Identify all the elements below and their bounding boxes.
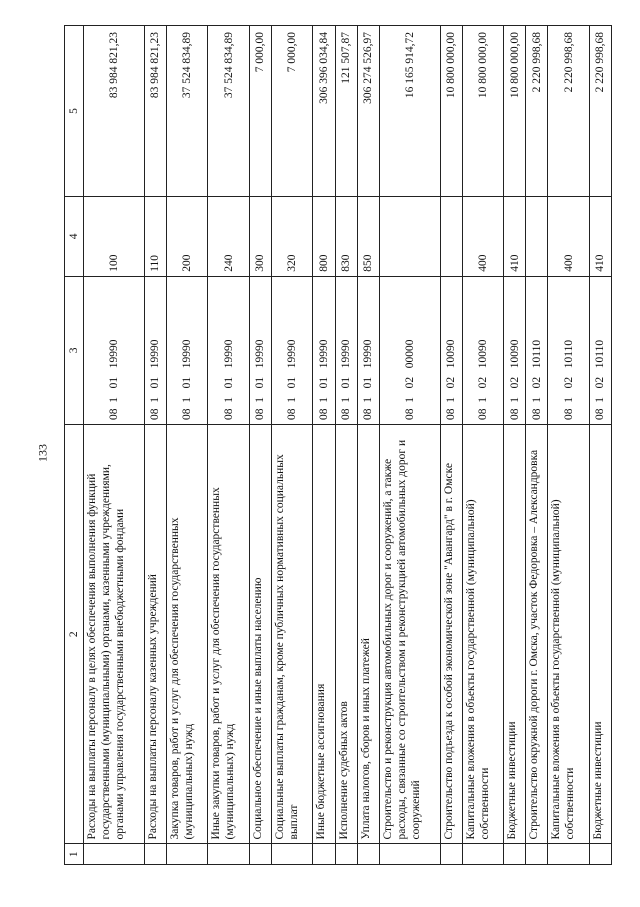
row-subcode-cell [379, 197, 440, 277]
row-number-cell [208, 844, 249, 865]
row-amount-cell: 37 524 834,89 [208, 26, 249, 197]
row-name-cell: Строительство подъезда к особой экономической зоне "Авангард" в г. Омске [440, 424, 462, 844]
table-row [313, 26, 335, 865]
table-row [379, 26, 440, 865]
row-subcode-cell: 850 [357, 197, 379, 277]
row-subcode-cell: 320 [271, 197, 312, 277]
row-subcode-cell: 240 [208, 197, 249, 277]
rotated-table-wrapper [64, 25, 612, 865]
table-row [548, 26, 589, 865]
row-subcode-cell: 400 [548, 197, 589, 277]
row-name-cell: Социальное обеспечение и иные выплаты населению [249, 424, 271, 844]
row-name-cell: Строительство окружной дороги г. Омска, участок Федоровка – Александровка [526, 424, 548, 844]
row-amount-cell: 2 220 998,68 [526, 26, 548, 197]
table-row [335, 26, 357, 865]
header-col-1: 1 [65, 844, 84, 865]
row-name-cell: Исполнение судебных актов [335, 424, 357, 844]
row-amount-cell: 10 800 000,00 [462, 26, 503, 197]
row-subcode-cell: 400 [462, 197, 503, 277]
row-amount-cell: 2 220 998,68 [589, 26, 611, 197]
row-subcode-cell [440, 197, 462, 277]
row-number-cell [504, 844, 526, 865]
row-name-cell: Бюджетные инвестиции [504, 424, 526, 844]
row-amount-cell: 306 396 034,84 [313, 26, 335, 197]
table-row [504, 26, 526, 865]
row-amount-cell: 121 507,87 [335, 26, 357, 197]
row-subcode-cell [526, 197, 548, 277]
header-row [65, 26, 84, 865]
row-number-cell [462, 844, 503, 865]
row-code-cell: 08 1 01 19990 [208, 276, 249, 424]
row-amount-cell: 83 984 821,23 [84, 26, 145, 197]
row-code-cell: 08 1 01 19990 [166, 276, 207, 424]
table-row [144, 26, 166, 865]
row-amount-cell: 7 000,00 [271, 26, 312, 197]
table-row [84, 26, 145, 865]
row-subcode-cell: 200 [166, 197, 207, 277]
row-name-cell: Расходы на выплаты персоналу казенных учреждений [144, 424, 166, 844]
row-number-cell [589, 844, 611, 865]
row-number-cell [84, 844, 145, 865]
table-body [84, 26, 612, 865]
row-amount-cell: 10 800 000,00 [504, 26, 526, 197]
row-number-cell [379, 844, 440, 865]
row-subcode-cell: 410 [504, 197, 526, 277]
row-number-cell [526, 844, 548, 865]
table-row [589, 26, 611, 865]
row-code-cell: 08 1 02 10110 [548, 276, 589, 424]
table-row [440, 26, 462, 865]
table-row [462, 26, 503, 865]
row-number-cell [249, 844, 271, 865]
row-code-cell: 08 1 01 19990 [249, 276, 271, 424]
row-code-cell: 08 1 02 10090 [504, 276, 526, 424]
header-col-3: 3 [65, 276, 84, 424]
row-code-cell: 08 1 01 19990 [144, 276, 166, 424]
table-row [208, 26, 249, 865]
row-code-cell: 08 1 02 10090 [462, 276, 503, 424]
row-name-cell: Строительство и реконструкция автомобильных дорог и сооружений, а также расходы, связанные со строительством и реконструкцией автомобильных дорог и сооружений [379, 424, 440, 844]
table-row [249, 26, 271, 865]
row-code-cell: 08 1 01 19990 [313, 276, 335, 424]
row-number-cell [548, 844, 589, 865]
row-number-cell [313, 844, 335, 865]
row-subcode-cell: 830 [335, 197, 357, 277]
row-number-cell [440, 844, 462, 865]
row-name-cell: Иные бюджетные ассигнования [313, 424, 335, 844]
header-col-2: 2 [65, 424, 84, 844]
row-code-cell: 08 1 02 10090 [440, 276, 462, 424]
row-number-cell [144, 844, 166, 865]
page-number: 133 [35, 444, 50, 462]
row-amount-cell: 83 984 821,23 [144, 26, 166, 197]
row-name-cell: Иные закупки товаров, работ и услуг для обеспечения государственных (муниципальных) нужд [208, 424, 249, 844]
row-amount-cell: 2 220 998,68 [548, 26, 589, 197]
row-code-cell: 08 1 02 10110 [589, 276, 611, 424]
row-name-cell: Уплата налогов, сборов и иных платежей [357, 424, 379, 844]
header-col-4: 4 [65, 197, 84, 277]
row-code-cell: 08 1 02 00000 [379, 276, 440, 424]
row-number-cell [271, 844, 312, 865]
row-code-cell: 08 1 01 19990 [357, 276, 379, 424]
table-row [271, 26, 312, 865]
row-code-cell: 08 1 01 19990 [271, 276, 312, 424]
budget-table [64, 25, 612, 865]
row-subcode-cell: 110 [144, 197, 166, 277]
table-row [166, 26, 207, 865]
row-amount-cell: 306 274 526,97 [357, 26, 379, 197]
row-subcode-cell: 100 [84, 197, 145, 277]
row-code-cell: 08 1 01 19990 [84, 276, 145, 424]
row-amount-cell: 37 524 834,89 [166, 26, 207, 197]
row-code-cell: 08 1 02 10110 [526, 276, 548, 424]
header-col-5: 5 [65, 26, 84, 197]
row-name-cell: Бюджетные инвестиции [589, 424, 611, 844]
row-name-cell: Закупка товаров, работ и услуг для обеспечения государственных (муниципальных) нужд [166, 424, 207, 844]
row-subcode-cell: 800 [313, 197, 335, 277]
row-amount-cell: 10 800 000,00 [440, 26, 462, 197]
row-amount-cell: 7 000,00 [249, 26, 271, 197]
table-row [357, 26, 379, 865]
row-subcode-cell: 410 [589, 197, 611, 277]
table-row [526, 26, 548, 865]
row-name-cell: Капитальные вложения в объекты государственной (муниципальной) собственности [548, 424, 589, 844]
row-subcode-cell: 300 [249, 197, 271, 277]
row-amount-cell: 16 165 914,72 [379, 26, 440, 197]
row-name-cell: Социальные выплаты гражданам, кроме публичных нормативных социальных выплат [271, 424, 312, 844]
row-number-cell [357, 844, 379, 865]
row-name-cell: Расходы на выплаты персоналу в целях обеспечения выполнения функций государственными (муниципальными) органами, казенными учреждениями, органами управления государственными внебюджетными фондами [84, 424, 145, 844]
row-name-cell: Капитальные вложения в объекты государственной (муниципальной) собственности [462, 424, 503, 844]
row-number-cell [335, 844, 357, 865]
row-number-cell [166, 844, 207, 865]
row-code-cell: 08 1 01 19990 [335, 276, 357, 424]
